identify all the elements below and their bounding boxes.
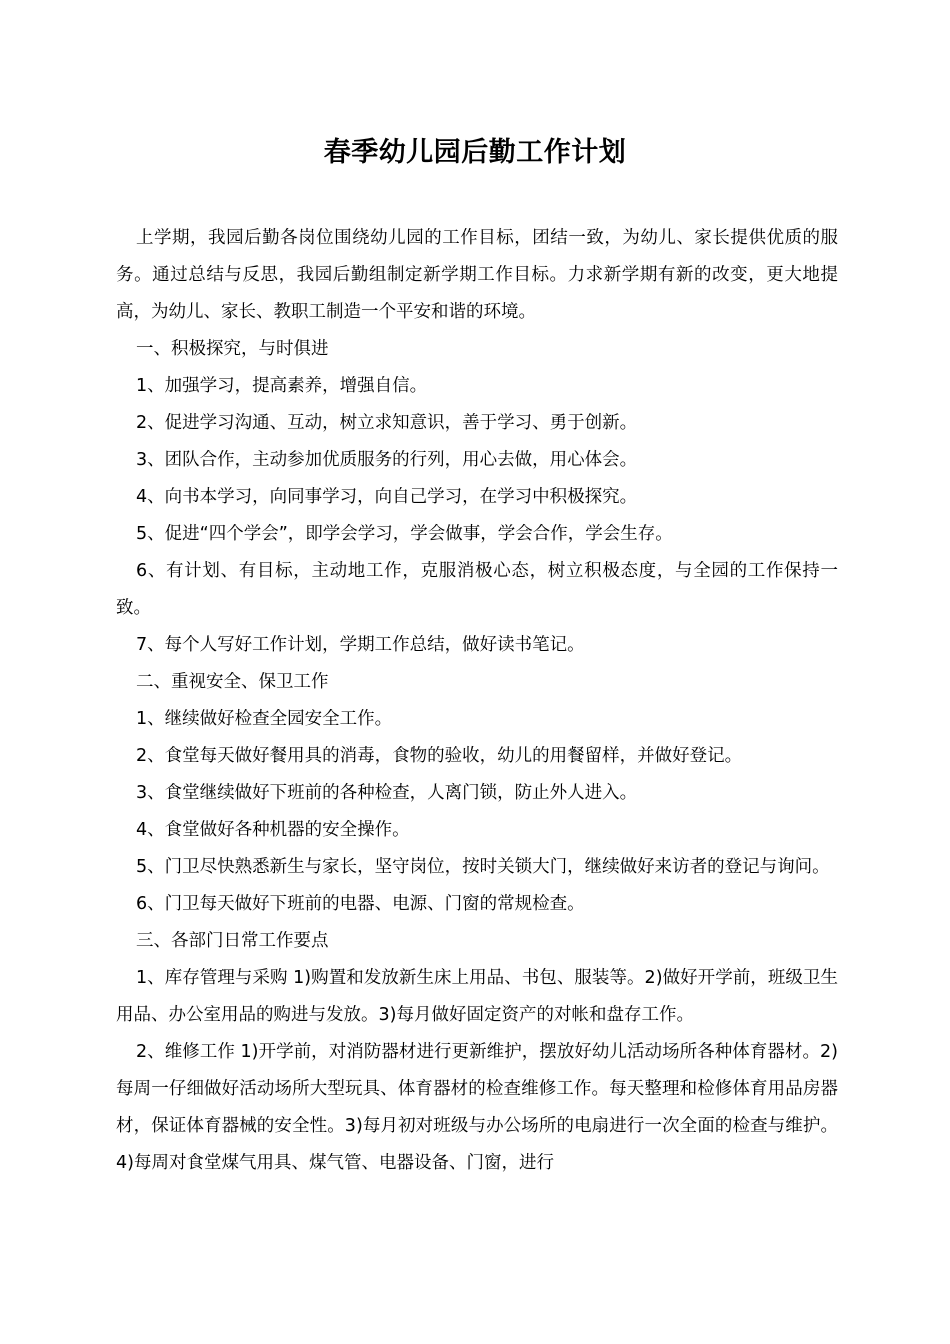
section-heading-1: 一、积极探究，与时俱进: [136, 339, 329, 359]
section-heading-2: 二、重视安全、保卫工作: [136, 672, 329, 692]
list-item: 5、门卫尽快熟悉新生与家长，坚守岗位，按时关锁大门，继续做好来访者的登记与询问。: [136, 857, 830, 877]
intro-paragraph: 上学期，我园后勤各岗位围绕幼儿园的工作目标，团结一致，为幼儿、家长提供优质的服务。通过总结与反思，我园后勤组制定新学期工作目标。力求新学期有新的改变，更大地提高，为幼儿、家长、教职工制造一个平安和谐的环境。: [116, 228, 838, 322]
list-item: 2、促进学习沟通、互动，树立求知意识，善于学习、勇于创新。: [136, 413, 638, 433]
list-item: 4、食堂做好各种机器的安全操作。: [136, 820, 410, 840]
section-heading-3: 三、各部门日常工作要点: [136, 931, 329, 951]
list-item: 5、促进“四个学会”，即学会学习，学会做事，学会合作，学会生存。: [136, 524, 673, 544]
list-item: 6、有计划、有目标，主动地工作，克服消极心态，树立积极态度，与全园的工作保持一致。: [116, 561, 838, 618]
document-title: 春季幼儿园后勤工作计划: [323, 137, 627, 168]
list-item: 1、继续做好检查全园安全工作。: [136, 709, 393, 729]
list-item: 7、每个人写好工作计划，学期工作总结，做好读书笔记。: [136, 635, 585, 655]
list-item: 6、门卫每天做好下班前的电器、电源、门窗的常规检查。: [136, 894, 585, 914]
document-body: [116, 220, 838, 1182]
list-item: 2、维修工作 1)开学前，对消防器材进行更新维护，摆放好幼儿活动场所各种体育器材。2)每周一仔细做好活动场所大型玩具、体育器材的检查维修工作。每天整理和检修体育用品房器材，保证体育器械的安全性。3)每月初对班级与办公场所的电扇进行一次全面的检查与维护。4)每周对食堂煤气用具、煤气管、电器设备、门窗，进行: [116, 1042, 838, 1173]
list-item: 4、向书本学习，向同事学习，向自己学习，在学习中积极探究。: [136, 487, 638, 507]
list-item: 1、库存管理与采购 1)购置和发放新生床上用品、书包、服装等。2)做好开学前，班级卫生用品、办公室用品的购进与发放。3)每月做好固定资产的对帐和盘存工作。: [116, 968, 838, 1025]
list-item: 3、团队合作，主动参加优质服务的行列，用心去做，用心体会。: [136, 450, 638, 470]
list-item: 1、加强学习，提高素养，增强自信。: [136, 376, 428, 396]
list-item: 2、食堂每天做好餐用具的消毒，食物的验收，幼儿的用餐留样，并做好登记。: [136, 746, 743, 766]
list-item: 3、食堂继续做好下班前的各种检查，人离门锁，防止外人进入。: [136, 783, 638, 803]
